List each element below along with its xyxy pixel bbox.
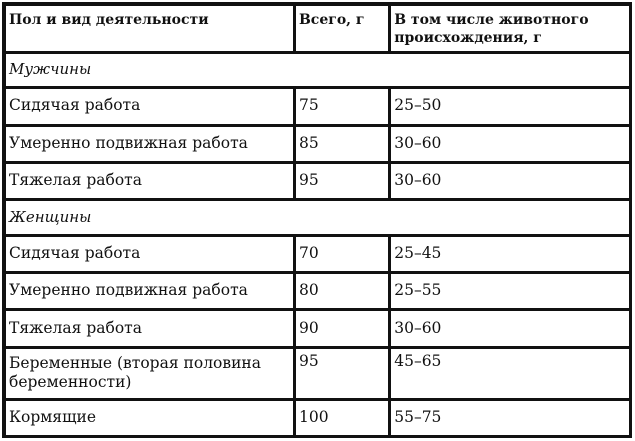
total-cell: 95	[294, 347, 389, 399]
total-cell: 80	[294, 272, 389, 309]
animal-cell: 25–50	[389, 87, 630, 124]
total-cell: 70	[294, 235, 389, 272]
activity-cell: Умеренно подвижная работа	[4, 272, 294, 309]
animal-cell: 30–60	[389, 309, 630, 346]
table-row	[4, 87, 630, 124]
total-cell: 85	[294, 125, 389, 162]
table-row	[4, 272, 630, 309]
activity-cell: Беременные (вторая половина беременности)	[4, 347, 294, 399]
section-row-men	[4, 52, 630, 87]
total-cell: 95	[294, 162, 389, 199]
header-animal: В том числе животного происхождения, г	[389, 4, 630, 52]
header-total: Всего, г	[294, 4, 389, 52]
section-row-women	[4, 199, 630, 234]
section-title-men: Мужчины	[4, 52, 630, 87]
animal-cell: 25–45	[389, 235, 630, 272]
animal-cell: 30–60	[389, 125, 630, 162]
total-cell: 100	[294, 399, 389, 436]
protein-norms-table	[2, 2, 632, 438]
animal-cell: 45–65	[389, 347, 630, 399]
activity-cell: Кормящие	[4, 399, 294, 436]
activity-cell: Умеренно подвижная работа	[4, 125, 294, 162]
animal-cell: 30–60	[389, 162, 630, 199]
table-row	[4, 347, 630, 399]
table-row	[4, 399, 630, 436]
activity-cell: Тяжелая работа	[4, 309, 294, 346]
header-row	[4, 4, 630, 52]
section-title-women: Женщины	[4, 199, 630, 234]
header-activity: Пол и вид деятельности	[4, 4, 294, 52]
activity-cell: Сидячая работа	[4, 87, 294, 124]
activity-cell: Тяжелая работа	[4, 162, 294, 199]
total-cell: 75	[294, 87, 389, 124]
animal-cell: 25–55	[389, 272, 630, 309]
table-row	[4, 309, 630, 346]
table-row	[4, 125, 630, 162]
activity-cell: Сидячая работа	[4, 235, 294, 272]
table-row	[4, 162, 630, 199]
total-cell: 90	[294, 309, 389, 346]
table-row	[4, 235, 630, 272]
animal-cell: 55–75	[389, 399, 630, 436]
